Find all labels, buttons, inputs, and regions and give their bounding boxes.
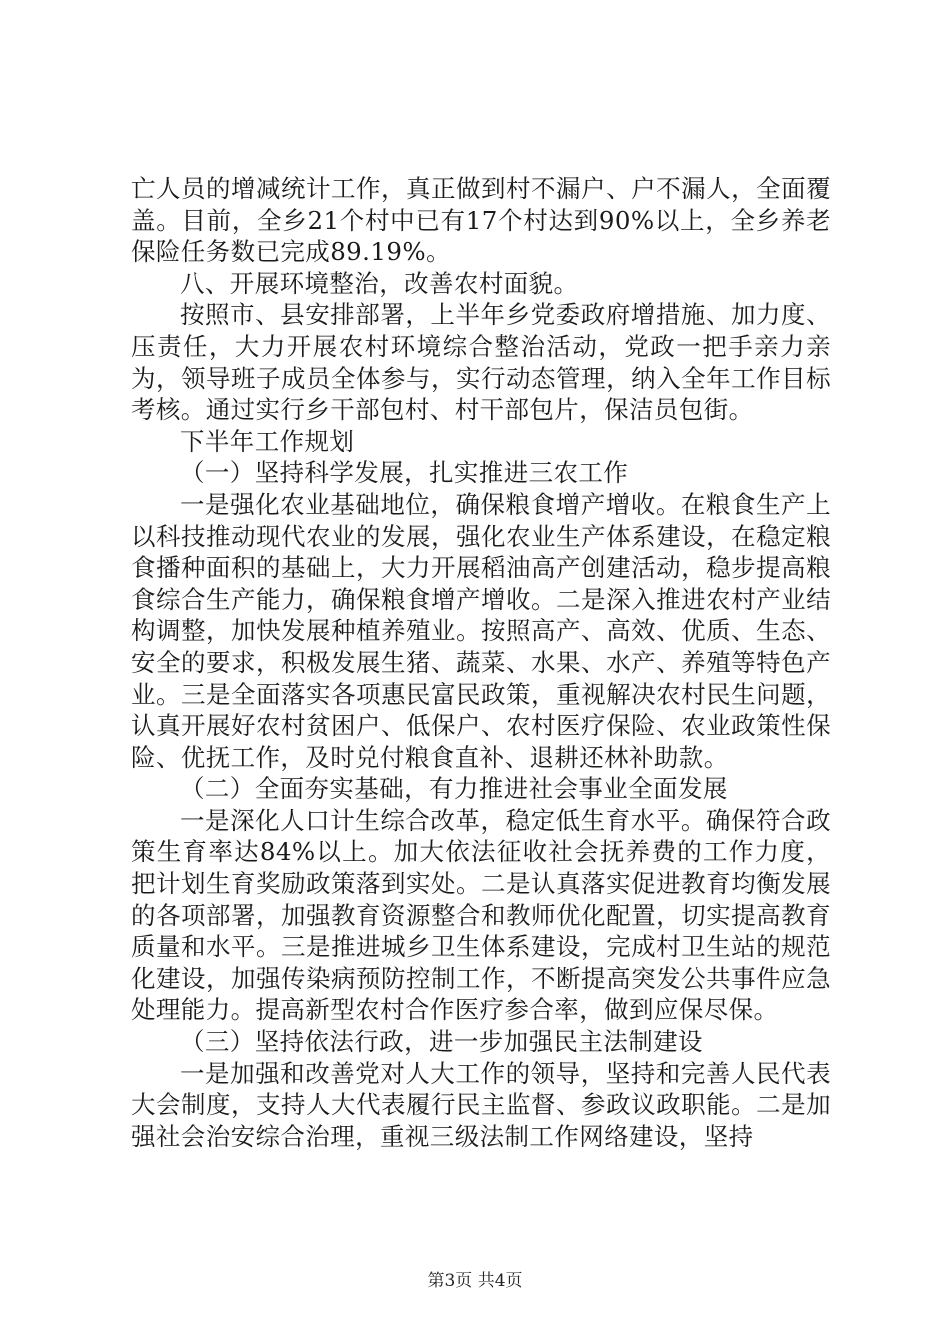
paragraph-agriculture: 一是强化农业基础地位，确保粮食增产增收。在粮食生产上以科技推动现代农业的发展，强化农业生产体系建设，在稳定粮食播种面积的基础上，大力开展稻油高产创建活动，稳步提高粮食综合生产能力，确保粮食增产增收。二是深入推进农村产业结构调整，加快发展种植养殖业。按照高产、高效、优质、生态、安全的要求，积极发展生猪、蔬菜、水果、水产、养殖等特色产业。三是全面落实各项惠民富民政策，重视解决农村民生问题，认真开展好农村贫困户、低保户、农村医疗保险、农业政策性保险、优抚工作，及时兑付粮食直补、退耕还林补助款。 bbox=[131, 489, 831, 772]
heading-environment-remediation: 八、开展环境整治，改善农村面貌。 bbox=[180, 268, 579, 298]
heading-second-half-plan: 下半年工作规划 bbox=[180, 426, 355, 456]
paragraph-environment-remediation: 按照市、县安排部署，上半年乡党委政府增措施、加力度、压责任，大力开展农村环境综合整治活动，党政一把手亲力亲为，领导班子成员全体参与，实行动态管理，纳入全年工作目标考核。通过实行乡干部包村、村干部包片，保洁员包街。 bbox=[131, 300, 831, 425]
document-body bbox=[131, 173, 831, 1152]
paragraph-social-development: 一是深化人口计生综合改革，稳定低生育水平。确保符合政策生育率达84%以上。加大依法征收社会抚养费的工作力度，把计划生育奖励政策落到实处。二是认真落实促进教育均衡发展的各项部署，加强教育资源整合和教师优化配置，切实提高教育质量和水平。三是推进城乡卫生体系建设，完成村卫生站的规范化建设，加强传染病预防控制工作，不断提高突发公共事件应急处理能力。提高新型农村合作医疗参合率，做到应保尽保。 bbox=[131, 805, 831, 1025]
page-number-label: 第3页 共4页 bbox=[427, 1271, 523, 1291]
paragraph-pension-coverage: 亡人员的增减统计工作，真正做到村不漏户、户不漏人，全面覆盖。目前，全乡21个村中已有17个村达到90%以上，全乡养老保险任务数已完成89.19%。 bbox=[131, 174, 831, 267]
page-footer bbox=[0, 1270, 950, 1292]
paragraph-rule-of-law: 一是加强和改善党对人大工作的领导，坚持和完善人民代表大会制度，支持人大代表履行民主监督、参政议政职能。二是加强社会治安综合治理，重视三级法制工作网络建设，坚持 bbox=[131, 1058, 831, 1151]
subheading-rule-of-law: （三）坚持依法行政，进一步加强民主法制建设 bbox=[180, 1027, 703, 1057]
subheading-social-development: （二）全面夯实基础，有力推进社会事业全面发展 bbox=[180, 774, 728, 804]
subheading-scientific-development: （一）坚持科学发展，扎实推进三农工作 bbox=[180, 458, 629, 488]
